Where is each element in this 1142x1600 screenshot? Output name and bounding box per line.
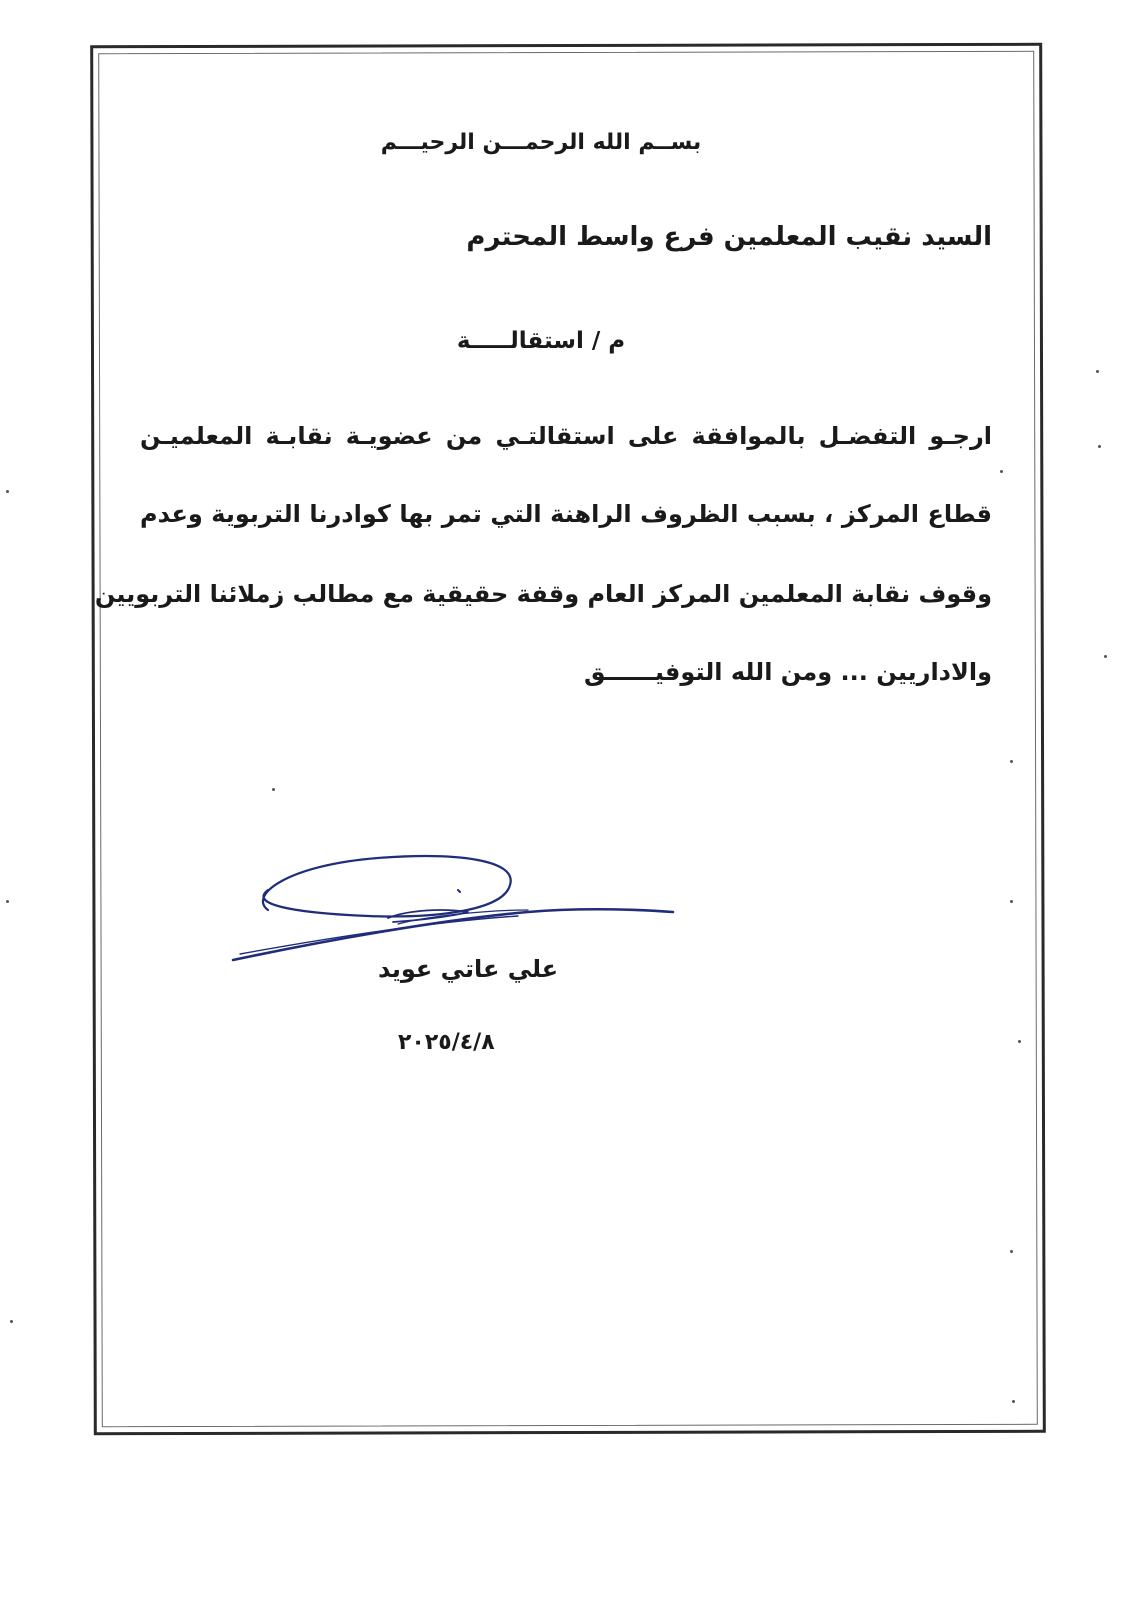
handwritten-signature (228, 850, 688, 970)
scan-speck (1104, 655, 1107, 658)
addressee-line: السيد نقيب المعلمين فرع واسط المحترم (466, 222, 992, 252)
basmala-heading: بســم الله الرحمـــن الرحيـــم (380, 130, 702, 155)
scan-speck (1098, 445, 1101, 448)
subject-line: م / استقالـــــة (456, 328, 626, 354)
body-line-1: ارجـو التفضـل بالموافقة على استقالتـي من عضويـة نقابـة المعلميـن (140, 422, 992, 450)
page-border-inner (94, 51, 1038, 1427)
scan-speck (1012, 1400, 1015, 1403)
scan-speck (1010, 900, 1013, 903)
scan-speck (1096, 370, 1099, 373)
scan-speck (1010, 760, 1013, 763)
scan-speck (272, 788, 275, 791)
body-line-2: قطاع المركز ، بسبب الظروف الراهنة التي تمر بها كوادرنا التربوية وعدم (140, 500, 992, 528)
body-line-4: والاداريين ... ومن الله التوفيــــــق (584, 658, 992, 686)
scan-speck (1000, 470, 1003, 473)
scan-speck (1018, 1040, 1021, 1043)
letter-date: ٢٠٢٥/٤/٨ (398, 1030, 495, 1055)
scan-speck (10, 1320, 13, 1323)
scan-speck (6, 490, 9, 493)
body-line-3: وقوف نقابة المعلمين المركز العام وقفة حقيقية مع مطالب زملائنا التربويين (94, 580, 992, 608)
signer-name: علي عاتي عويد (378, 955, 559, 983)
scan-speck (6, 900, 9, 903)
scan-speck (1010, 1250, 1013, 1253)
